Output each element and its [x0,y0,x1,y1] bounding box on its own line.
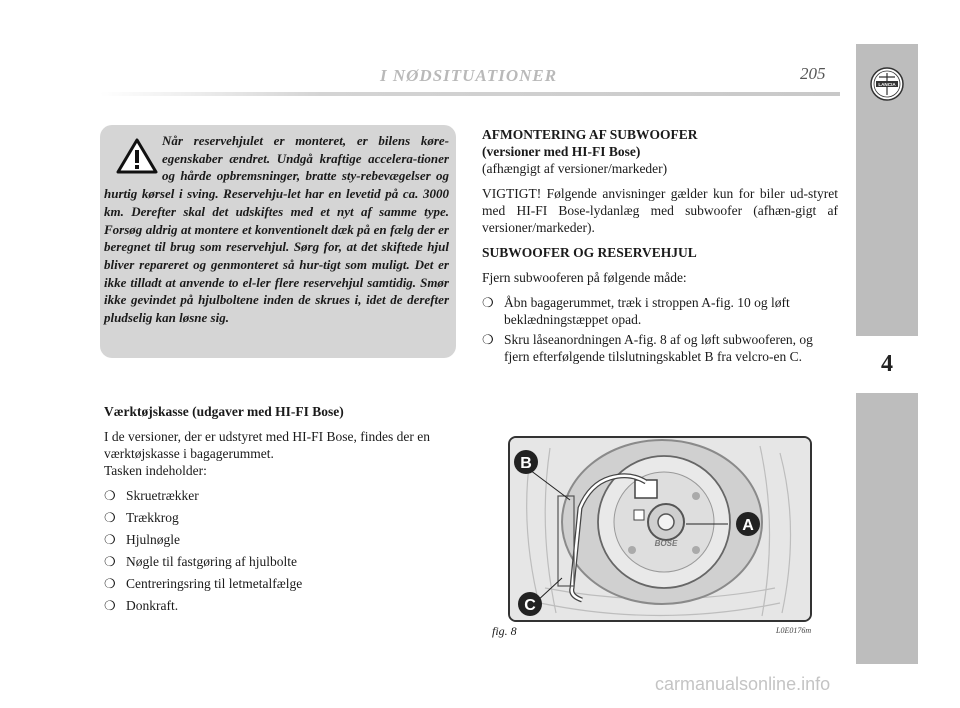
list-item: ❍ Skru låseanordningen A-fig. 8 af og løft subwooferen, og fjern efterfølgende tilslutningskablet B fra velcro-en C. [482,331,838,365]
callout-a [736,512,760,536]
callout-b [514,450,538,474]
subwoofer-illustration [510,438,810,620]
list-item: ❍ Skruetrækker [104,487,454,504]
callout-c [518,592,542,616]
svg-text:B: B [520,455,532,472]
chapter-tab[interactable]: 4 [856,336,918,393]
svg-text:C: C [524,597,536,614]
header-divider [100,92,840,96]
list-item: ❍ Trækkrog [104,509,454,526]
important-note: VIGTIGT! Følgende anvisninger gælder kun for biler ud-styret med HI-FI Bose-lydanlæg med subwoofer (afhæn-gigt af versioner/markeder). [482,186,838,235]
list-item: ❍ Nøgle til fastgøring af hjulbolte [104,553,454,570]
page-number: 205 [800,64,826,83]
subwoofer-heading-versions: (versioner med HI-FI Bose) [482,144,641,159]
toolkit-heading: Værktøjskasse (udgaver med HI-FI Bose) [104,404,344,419]
figure-brand: BOSE [654,539,678,548]
figure-subwoofer [508,436,812,622]
lancia-logo-icon [870,67,904,101]
subwoofer-subheading: SUBWOOFER OG RESERVEHJUL [482,245,697,260]
svg-text:A: A [742,517,754,534]
figure-caption: fig. 8 [492,624,517,638]
list-item: ❍ Hjulnøgle [104,531,454,548]
list-item: ❍ Åbn bagagerummet, træk i stroppen A-fig. 10 og løft beklædningstæppet opad. [482,294,838,328]
subwoofer-section [482,126,838,368]
logo-text: LANCIA [878,82,896,87]
procedure-intro: Fjern subwooferen på følgende måde: [482,270,687,285]
toolkit-intro: I de versioner, der er udstyret med HI-FI Bose, findes der en værktøjskasse i bagagerummet. [104,429,430,461]
watermark: carmanualsonline.info [655,674,831,694]
toolkit-section [104,403,454,619]
list-item: ❍ Donkraft. [104,597,454,614]
subwoofer-heading: AFMONTERING AF SUBWOOFER [482,127,698,142]
procedure-steps [482,294,838,365]
toolkit-contents-label: Tasken indeholder: [104,463,207,478]
list-item: ❍ Centreringsring til letmetalfælge [104,575,454,592]
figure-code: L0E0176m [776,626,812,635]
subwoofer-heading-note: (afhængigt af versioner/markeder) [482,161,668,176]
toolkit-list [104,487,454,614]
chapter-title: I NØDSITUATIONER [380,66,558,85]
warning-text: Når reservehjulet er monteret, er bilens køre-egenskaber ændret. Undgå kraftige accelera-tioner og hårde opbremsninger, bratte sty-rebevægelser og hurtig kørsel i sving. Reservehju-let har en levetid på ca. 3000 km. Derefter skal det udskiftes med et nyt af samme type. Forsøg aldrig at montere et konventionelt dæk på en fælg der er beregnet til brug som reservehjul. Sørg for, at det skiftede hjul bliver repareret og genmonteret så hur-tigt som muligt. Det er ikke tilladt at anvende to el-ler flere reservehjul samtidig. Smør ikke gevindet på hjulboltene inden de skrues i, idet de derefter pludselig kan løsne sig. [104,133,449,326]
